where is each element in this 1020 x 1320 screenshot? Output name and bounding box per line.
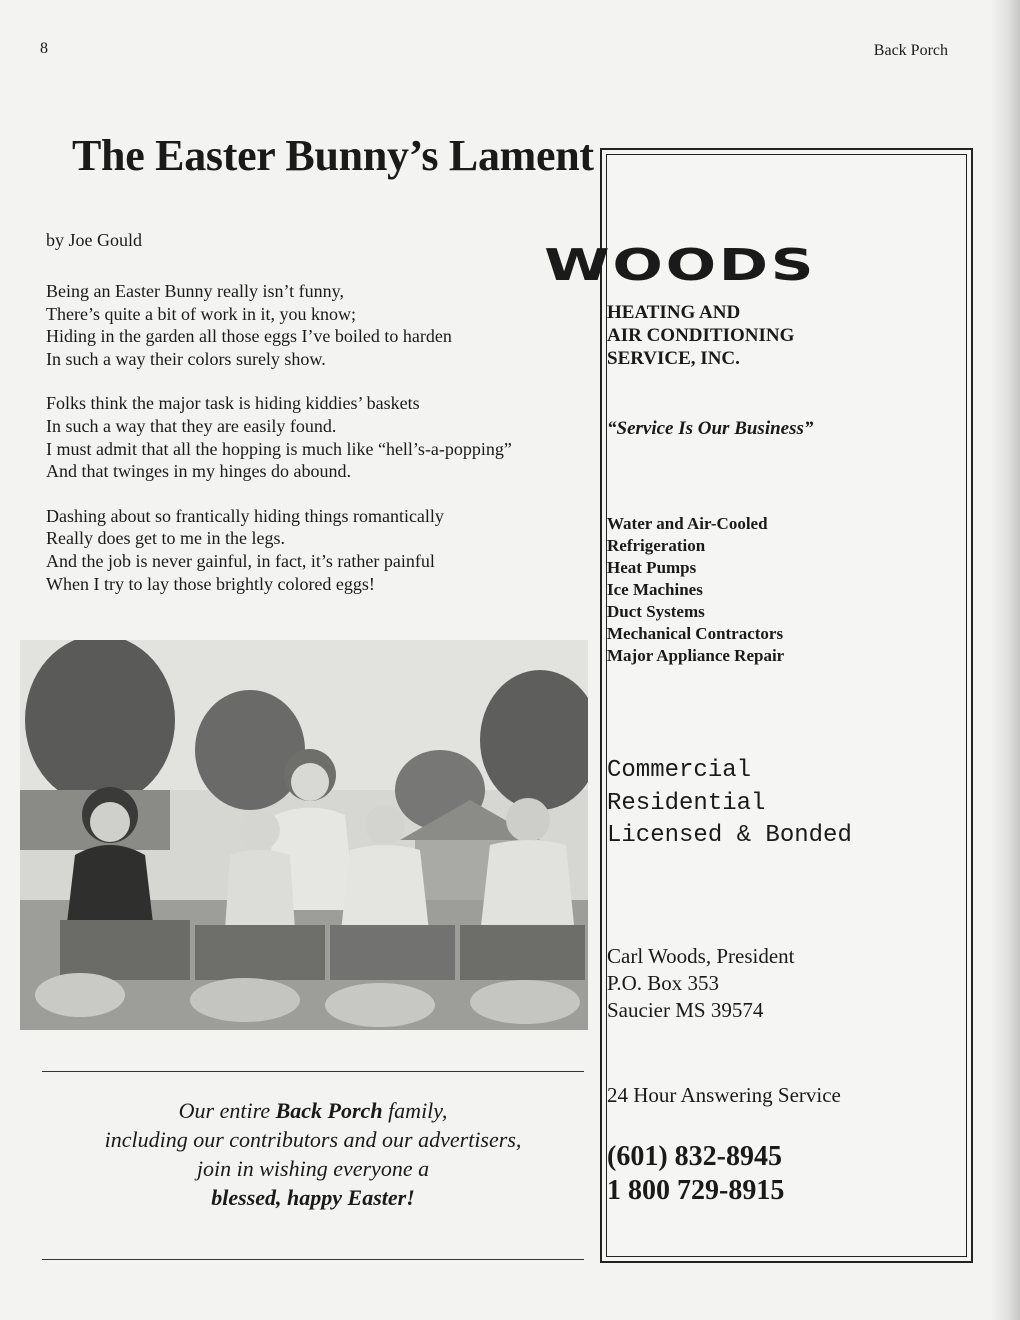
poem (46, 280, 606, 617)
service-item: Major Appliance Repair (607, 646, 785, 665)
byline: by Joe Gould (46, 230, 142, 250)
service-item: Heat Pumps (607, 558, 697, 577)
verse-line: Hiding in the garden all those eggs I’ve boiled to harden (46, 326, 452, 347)
contact-line: Carl Woods, President (607, 944, 795, 968)
poem-stanza (46, 505, 606, 595)
verse-line: Really does get to me in the legs. (46, 528, 285, 549)
verse-line: Dashing about so frantically hiding things romantically (46, 505, 444, 526)
phone-number: (601) 832-8945 (607, 1141, 782, 1172)
ad-company-name (607, 301, 966, 370)
contact-line: P.O. Box 353 (607, 971, 720, 995)
verse-line: When I try to lay those brightly colored eggs! (46, 573, 375, 594)
specialty-item: Residential (607, 789, 766, 817)
greeting-text: Our entire (178, 1098, 276, 1123)
verse-line: In such a way that they are easily found. (46, 415, 337, 436)
divider-rule (42, 1071, 584, 1072)
divider-rule (42, 1259, 584, 1260)
family-photo-illustration (20, 640, 588, 1030)
verse-line: In such a way their colors surely show. (46, 348, 326, 369)
contact-line: Saucier MS 39574 (607, 998, 764, 1022)
verse-line: And the job is never gainful, in fact, it’s rather painful (46, 550, 435, 571)
poem-stanza (46, 280, 606, 370)
service-item: Refrigeration (607, 536, 706, 555)
phone-number: 1 800 729-8915 (607, 1175, 785, 1206)
specialty-item: Licensed & Bonded (607, 822, 852, 849)
verse-line: Being an Easter Bunny really isn’t funny, (46, 281, 344, 301)
ad-services-list (607, 513, 966, 667)
ad-specialties (607, 755, 966, 853)
article-title: The Easter Bunny’s Lament (72, 131, 594, 180)
ad-contact (607, 943, 966, 1024)
publication-name: Back Porch (275, 1098, 383, 1123)
verse-line: Folks think the major task is hiding kiddies’ baskets (46, 393, 420, 414)
ad-phone-numbers (607, 1140, 966, 1208)
greeting-text: family, (382, 1098, 448, 1123)
service-item: Ice Machines (607, 580, 703, 599)
ad-slogan: “Service Is Our Business” (607, 418, 814, 439)
page-edge-shadow (990, 0, 1020, 1320)
service-item: Duct Systems (607, 602, 705, 621)
ad-answering-service: 24 Hour Answering Service (607, 1083, 841, 1107)
company-line: SERVICE, INC. (607, 348, 740, 369)
greeting-line: join in wishing everyone a (196, 1156, 430, 1181)
greeting-line (42, 1096, 584, 1125)
poem-stanza (46, 392, 606, 482)
verse-line: I must admit that all the hopping is much like “hell’s-a-popping” (46, 438, 512, 459)
page-number: 8 (40, 40, 48, 57)
service-item: Mechanical Contractors (607, 624, 784, 643)
running-head: Back Porch (873, 42, 948, 59)
verse-line: There’s quite a bit of work in it, you know; (46, 303, 356, 324)
ad-inner-border (544, 154, 967, 1257)
verse-line: And that twinges in my hinges do abound. (46, 461, 351, 482)
company-line: HEATING AND (607, 302, 741, 323)
service-item: Water and Air-Cooled (607, 514, 768, 533)
greeting-line-bold: blessed, happy Easter! (211, 1185, 415, 1210)
greeting-line: including our contributors and our advertisers, (104, 1127, 522, 1152)
company-line: AIR CONDITIONING (607, 325, 795, 346)
woods-advertisement (544, 148, 973, 1263)
specialty-item: Commercial (607, 757, 752, 784)
family-photo (20, 640, 588, 1030)
ad-brand: WOODS (544, 240, 817, 291)
easter-greeting (42, 1096, 584, 1212)
